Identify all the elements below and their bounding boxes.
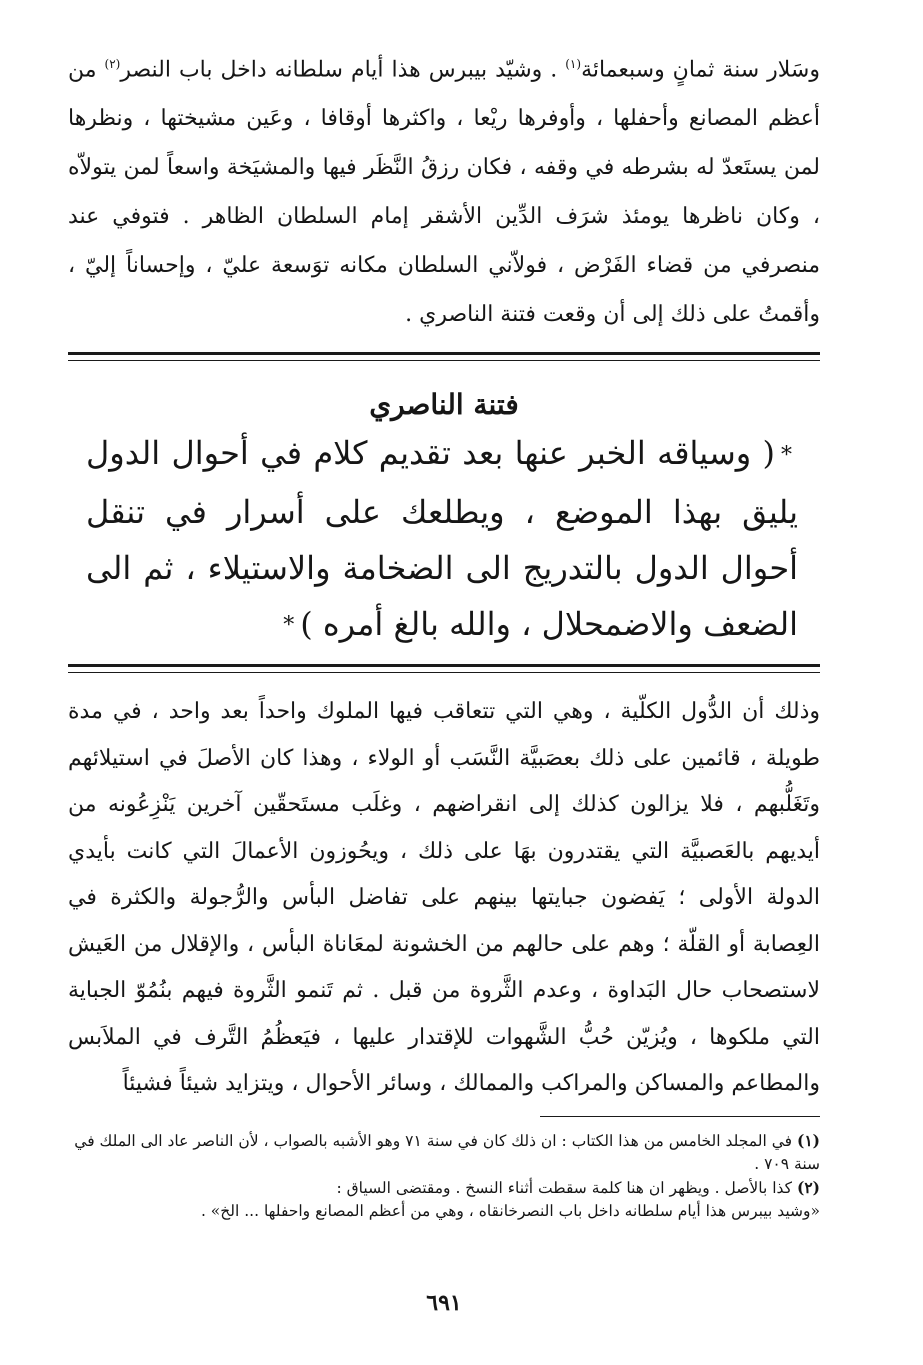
footnote-1-text: في المجلد الخامس من هذا الكتاب : ان ذلك كان في سنة ٧١ وهو الأشبه بالصواب ، لأن الناصر عاد الى الملك في سنة ٧٠٩ . (74, 1131, 820, 1173)
footnote-2-marker: (٢) (796, 1177, 820, 1197)
intro-paragraph (68, 40, 820, 339)
quote-text: ( وسياقه الخبر عنها بعد تقديم كلام في أحوال الدول يليق بهذا الموضع ، ويطلعك على أسرار في تنقل أحوال الدول بالتدريج الى الضخامة والاستيلاء ، ثم الى الضعف والاضمحلال ، والله بالغ أمره ) (86, 434, 798, 643)
star-ornament-start: * (781, 442, 793, 468)
footnote-2-quote: «وشيد بيبرس هذا أيام سلطانه داخل باب النصرخانقاه ، وهي من أعظم المصانع واحفلها ... الخ» . (200, 1201, 820, 1220)
footnote-1-marker: (١) (796, 1130, 820, 1150)
intro-text-part1: وسَلار سنة ثمانٍ وسبعمائة (581, 57, 820, 83)
star-ornament-end: * (283, 613, 295, 639)
footnote-ref-1: (١) (565, 57, 582, 71)
footnote-separator (540, 1116, 820, 1117)
footnote-ref-2: (٢) (104, 57, 121, 71)
footnotes (68, 1129, 820, 1223)
footnote-2-text: كذا بالأصل . ويظهر ان هنا كلمة سقطت أثناء النسخ . ومقتضى السياق : (336, 1178, 793, 1197)
intro-text-part3: من أعظم المصانع وأحفلها ، وأوفرها ريْعا ، واكثرها أوقافا ، وعَين مشيختها ، ونظرها لمن يستَعدّ له بشرطه في وقفه ، فكان رزقُ النَّظَر فيها والمشيَخة واسعاً لمن يتولاّه ، وكان ناظرها يومئذ شرَف الدِّين الأشقر إمام السلطان الظاهر . فتوفي عند منصرفي من قضاء الفَرْض ، فولاّني السلطان مكانه توَسعة عليّ ، وإحساناً إليّ ، وأقمتُ على ذلك إلى أن وقعت فتنة الناصري . (68, 57, 820, 328)
book-page (68, 40, 820, 1340)
footnote-2 (68, 1176, 820, 1200)
body-text: وذلك أن الدُّول الكلّية ، وهي التي تتعاقب فيها الملوك واحداً بعد واحد ، في مدة طويلة ، قائمين على ذلك بعصَبيَّة النَّسَب أو الولاء ، وهذا كان الأصلَ في استيلائهم وتَغَلُّبهم ، فلا يزالون كذلك إلى انقراضهم ، وغلَب مستَحقّين آخرين يَنْزِعُونه من أيديهم بالعَصبيَّة التي يقتدرون بهَا على ذلك ، ويحُوزون الأعمالَ التي كانت بأيدي الدولة الأولى ؛ يَفضون جبايتها بينهم على تفاضل البأس والرُّجولة والكثرة في العِصابة أو القلّة ؛ وهم على حالهم من الخشونة لمعَاناة البأس ، والإقلال من العَيش لاستصحاب حال البَداوة ، وعدم الثَّروة من قبل . ثم تَنمو الثَّروة فيهم بنُمُوّ الجباية التي ملكوها ، ويُزيّن حُبُّ الشَّهوات للإقتدار عليها ، فيَعظُمُ التَّرف في الملاَبس والمطاعم والمساكن والمراكب والممالك ، وسائر الأحوال ، ويتزايد شيئاً فشيئاً (68, 699, 820, 1097)
section-quote (68, 425, 820, 654)
section-divider-top (68, 352, 820, 361)
section-title: فتنة الناصري (369, 388, 519, 422)
body-paragraph (68, 689, 820, 1108)
section-divider-bottom (68, 664, 820, 673)
intro-text-part2: . وشيّد بيبرس هذا أيام سلطانه داخل باب النصر (120, 57, 566, 83)
page-number: ٦٩١ (426, 1290, 462, 1316)
footnote-1 (68, 1129, 820, 1176)
